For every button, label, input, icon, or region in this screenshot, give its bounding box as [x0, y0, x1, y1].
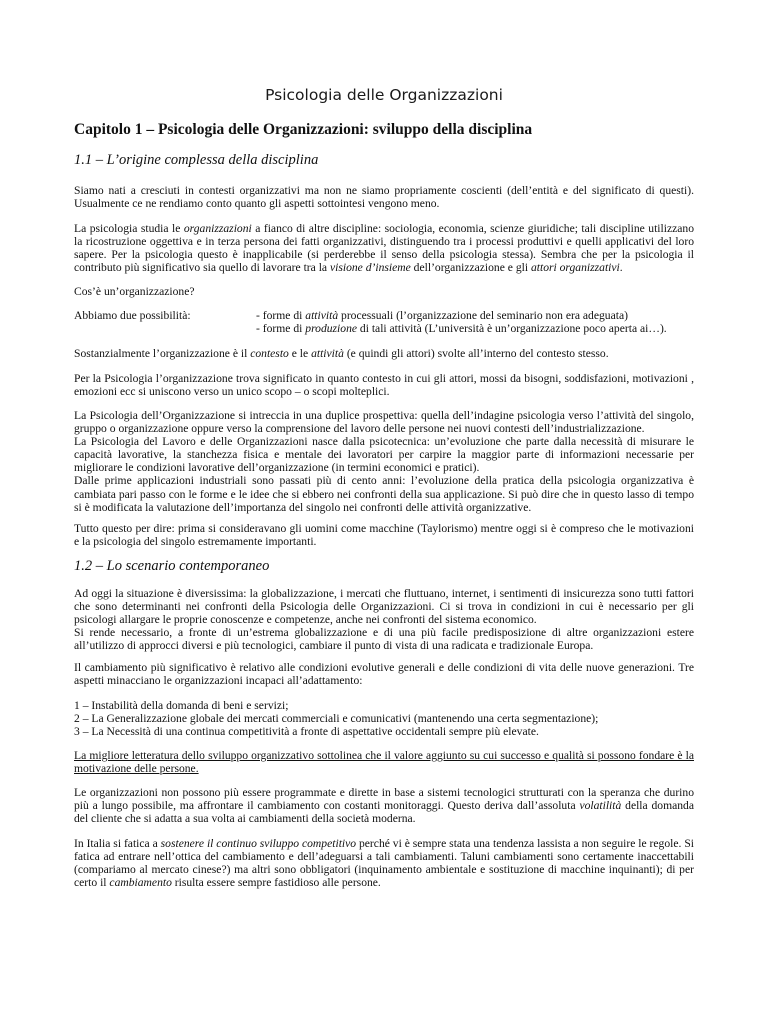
paragraph-8: Il cambiamento più significativo è relativo alle condizioni evolutive generali e delle condizioni di vita delle nuove generazioni. Tre aspetti minacciano le organizzazioni incapaci all’adattamento: [74, 661, 694, 688]
possibilities-list [256, 309, 667, 335]
paragraph-5 [74, 409, 694, 514]
p2-term-organizzazioni: organizzazioni [183, 222, 252, 235]
possibility-item-2: - forme di produzione di tali attività (L’università è un’organizzazione poco aperta ai…). [256, 322, 667, 336]
document-title: Psicologia delle Organizzazioni [265, 86, 503, 104]
paragraph-3: Sostanzialmente l’organizzazione è il contesto e le attività (e quindi gli attori) svolte all’interno del contesto stesso. [74, 347, 609, 360]
p7-sentence-2: Si rende necessario, a fronte di un’estrema globalizzazione e di una più facile predisposizione di altre organizzazioni estere all’utilizzo di approcci diversi e più tecnologici, cambiare il punto di vista di una radicata e tradizionale Europa. [74, 626, 694, 653]
section-title-1-1: 1.1 – L’origine complessa della disciplina [74, 152, 319, 168]
p5-sentence-2: La Psicologia del Lavoro e delle Organizzazioni nasce dalla psicotecnica: un’evoluzione che parte dalla necessità di misurare le capacità lavorative, la stanchezza fisica e mentale dei lavoratori per carpire la maggior parte di informazioni necessarie per migliorare le condizioni lavorative dell’organizzazione (in termini economici e pratici). [74, 435, 694, 475]
paragraph-1: Siamo nati a cresciuti in contesti organizzativi ma non ne siamo propriamente coscienti (dell’entità e del significato di questi). Usualmente ce ne rendiamo conto quanto gli aspetti sottointesi vengono meno. [74, 184, 694, 211]
numbered-list [74, 699, 694, 738]
p2-text-g: . [619, 261, 623, 275]
p5-sentence-1: La Psicologia dell’Organizzazione si intreccia in una duplice prospettiva: quella dell’indagine psicologia verso l’attività del singolo, gruppo o organizzazione oppure verso la comprensione del lavoro delle persone nei nuovi contesti dell’industrializzazione. [74, 409, 694, 436]
p2-text-e: dell’organizzazione e gli [410, 261, 531, 275]
question-line: Cos’è un’organizzazione? [74, 285, 195, 298]
paragraph-11: In Italia si fatica a sostenere il continuo sviluppo competitivo perché vi è sempre stata una tendenza lassista a non seguire le regole. Si fatica ad entrare nell’ottica del cambiamento e dell’adeguarsi a tali cambiamenti. Taluni cambiamenti sono certamente inaccettabili (compariamo al mercato cinese?) ma altri sono obbligatori (inquinamento ambientale e sostituzione di macchine inquinanti); di per certo il cambiamento risulta essere sempre fastidioso alle persone. [74, 837, 694, 890]
paragraph-2 [74, 222, 694, 274]
paragraph-6: Tutto questo per dire: prima si consideravano gli uomini come macchine (Taylorismo) mentre oggi si è compreso che le motivazioni e la psicologia del singolo estremamente importanti. [74, 522, 694, 549]
p5-sentence-3: Dalle prime applicazioni industriali sono passati più di cento anni: l’evoluzione della pratica della psicologia organizzativa è cambiata pari passo con le forme e le idee che si ebbero nei confronti della sua applicazione. Si può dire che in questo lasso di tempo si è modificata la valutazione dell’importanza del singolo nei confronti delle attività organizzative. [74, 474, 694, 514]
section-title-1-2: 1.2 – Lo scenario contemporaneo [74, 558, 270, 574]
list-item-1: 1 – Instabilità della domanda di beni e servizi; [74, 699, 289, 712]
paragraph-9-underlined: La migliore letteratura dello sviluppo organizzativo sottolinea che il valore aggiunto su cui successo e qualità si possono fondare è la motivazione delle persone. [74, 749, 694, 776]
p2-text-c: a fianco di altre discipline: sociologia, economia, scienze giuridiche; tali discipline utilizzano la ricostruzione oggettiva e in terza persona dei fatti organizzativi, distinguendo tra i processi produttivi e quelli applicativi del loro sapere. Per la psicologia questo è inapplicabile (si perderebbe il senso della psicologia stessa). Sembra che per la psicologia il contributo più significativo sia quello di lavorare tra la [74, 222, 694, 275]
paragraph-10: Le organizzazioni non possono più essere programmate e dirette in base a sistemi tecnologici strutturati con la speranza che durino più a lungo possibile, ma affrontare il cambiamento con costanti monitoraggi. Questo deriva dall’assoluta volatilità della domanda del cliente che si adatta a sua volta ai cambiamenti della società moderna. [74, 786, 694, 826]
possibility-item-1: - forme di attività processuali (l’organizzazione del seminario non era adeguata) [256, 309, 628, 322]
paragraph-7 [74, 587, 694, 652]
possibilities-label: Abbiamo due possibilità: [74, 309, 191, 322]
p7-sentence-1: Ad oggi la situazione è diversissima: la globalizzazione, i mercati che fluttuano, internet, i sentimenti di insicurezza sono tutti fattori che sono determinanti nei confronti della Psicologia delle Organizzazioni. Ci si trova in condizioni in cui è necessario per gli psicologi allargare le proprie conoscenze e competenze, anche nei confronti del sistema economico. [74, 587, 694, 627]
p2-term-attori: attori organizzativi [530, 261, 620, 275]
chapter-title: Capitolo 1 – Psicologia delle Organizzazioni: sviluppo della disciplina [74, 121, 533, 138]
p2-term-visione: visione d’insieme [329, 261, 411, 275]
p2-text-a: La psicologia studia le [74, 222, 184, 235]
list-item-3: 3 – La Necessità di una continua competitività a fronte di aspettative occidentali sempre più elevate. [74, 725, 539, 739]
list-item-2: 2 – La Generalizzazione globale dei mercati commerciali e comunicativi (mantenendo una certa segmentazione); [74, 712, 599, 726]
paragraph-4: Per la Psicologia l’organizzazione trova significato in quanto contesto in cui gli attori, mossi da bisogni, soddisfazioni, motivazioni , emozioni ecc si uniscono verso un unico scopo – o scopi molteplici. [74, 372, 694, 399]
